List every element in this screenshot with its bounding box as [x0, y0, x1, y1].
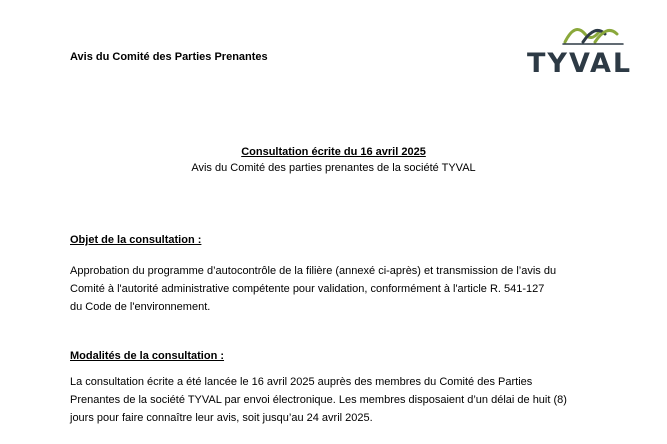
- paragraph-line: Comité à l'autorité administrative compétente pour validation, conformément à l'article R. 541-127: [70, 283, 545, 295]
- paragraph-objet: [70, 262, 602, 316]
- header-title: Avis du Comité des Parties Prenantes: [70, 51, 268, 63]
- paragraph-modalites: [70, 373, 602, 427]
- paragraph-line: La consultation écrite a été lancée le 16 avril 2025 auprès des membres du Comité des Parties: [70, 376, 533, 388]
- logo-text: TYVAL: [527, 48, 633, 79]
- paragraph-line: Approbation du programme d’autocontrôle de la filière (annexé ci-après) et transmission de l’avis du: [70, 265, 557, 277]
- consultation-title: Consultation écrite du 16 avril 2025: [241, 146, 426, 158]
- section-heading-modalites: Modalités de la consultation :: [70, 350, 225, 362]
- tyval-logo-icon: [561, 22, 625, 48]
- section-heading-objet: Objet de la consultation :: [70, 234, 202, 246]
- paragraph-line: jours pour faire connaître leur avis, soit jusqu’au 24 avril 2025.: [70, 412, 373, 424]
- paragraph-line: Prenantes de la société TYVAL par envoi électronique. Les membres disposaient d’un délai de huit (8): [70, 394, 567, 406]
- paragraph-line: du Code de l'environnement.: [70, 301, 211, 313]
- tyval-logo: [527, 22, 647, 78]
- consultation-subtitle: Avis du Comité des parties prenantes de la société TYVAL: [191, 162, 476, 174]
